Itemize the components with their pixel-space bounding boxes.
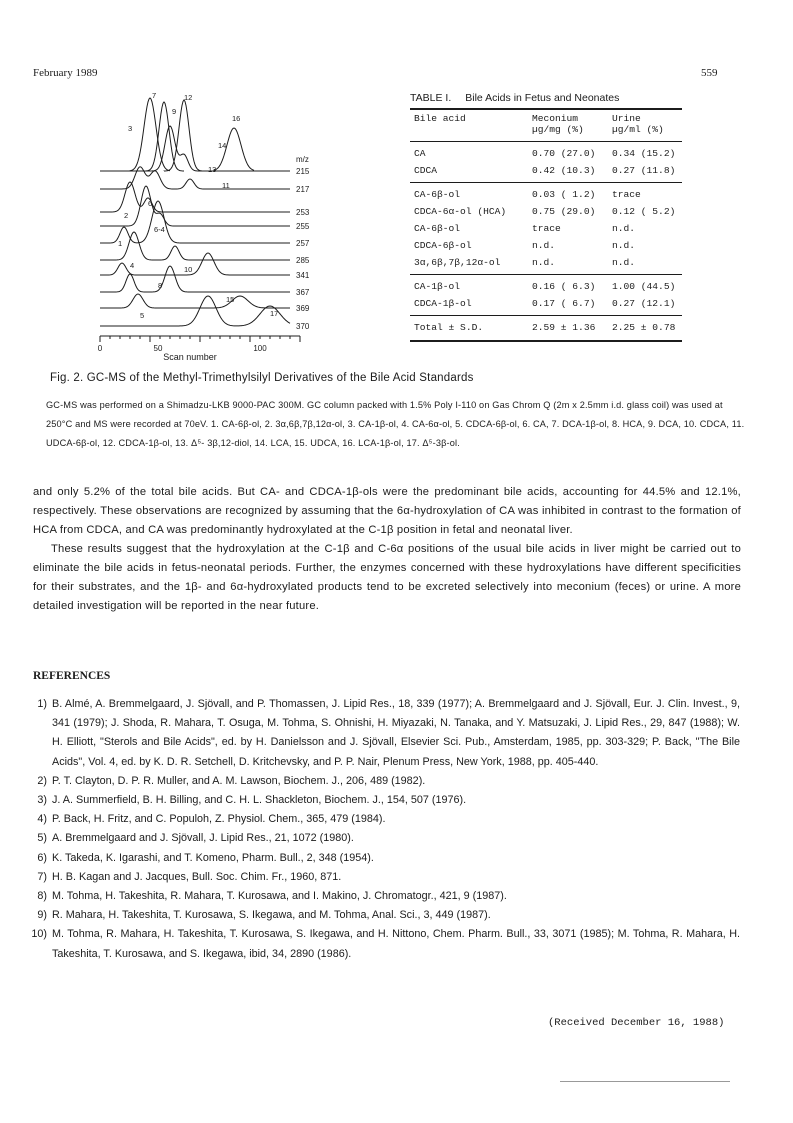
- paragraph: These results suggest that the hydroxylation at the C-1β and C-6α positions of the usual bile acids in liver might be carried out to eliminate the bile acids in fetus-neonatal periods. Further, the enzymes concerned with these hydroxylations have different specificities for their substrates, and the 1β- and 6α-hydroxylated products tend to be excreted selectively into meconium (feces) or urine. A more detailed investigation will be reported in the near future.: [33, 543, 741, 612]
- cell-acid: CDCA-1β-ol: [414, 298, 472, 309]
- cell-urine: 1.00 (44.5): [612, 275, 682, 296]
- reference-item: [18, 868, 740, 887]
- header-meconium: Meconium µg/mg (%): [532, 113, 584, 135]
- cell-acid: CDCA-6α-ol (HCA): [414, 206, 507, 217]
- total-meconium: 2.59 ± 1.36: [532, 316, 612, 342]
- figure-note: GC-MS was performed on a Shimadzu-LKB 9000-PAC 300M. GC column packed with 1.5% Poly I-110 on Gas Chrom Q (2m x 2.5mm i.d. glass coil) was used at 250°C and MS were recorded at 70eV. 1. CA-6β-ol, 2. 3α,6β,7β,12α-ol, 3. CA-1β-ol, 4. CA-6α-ol, 5. CDCA-6β-ol, 6. CA, 7. DCA-1β-ol, 8. HCA, 9. DCA, 10. CDCA, 11. UDCA-6β-ol, 12. CDCA-1β-ol, 13. Δ⁵- 3β,12-diol, 14. LCA, 15. UDCA, 16. LCA-1β-ol, 17. Δ⁵-3β-ol.: [46, 400, 745, 448]
- table-row: [410, 254, 682, 275]
- cell-acid: CDCA-6β-ol: [414, 240, 472, 251]
- reference-item: [18, 906, 740, 925]
- cell-acid: CDCA: [414, 165, 438, 176]
- mz-label: 285: [296, 256, 310, 265]
- reference-number: 5): [37, 832, 47, 845]
- cell-urine: 0.27 (11.8): [612, 165, 676, 176]
- reference-number: 7): [37, 870, 47, 883]
- header-bile-acid: Bile acid: [414, 113, 466, 124]
- trace-line: [100, 182, 290, 212]
- received-date: (Received December 16, 1988): [548, 1017, 725, 1029]
- peak-label: 10: [184, 265, 193, 274]
- peak-label: 16: [232, 114, 241, 123]
- reference-text: B. Almé, A. Bremmelgaard, J. Sjövall, and P. Thomassen, J. Lipid Res., 18, 339 (1977); A. Bremmelgaard and J. Sjövall, Eur. J. Clin. Invest., 9, 341 (1979); J. Shoda, R. Mahara, T. Osuga, M. Tohma, S. Ohnishi, H. Miyazaki, N. Tanaka, and Y. Matsuzaki, J. Lipid Res., 29, 847 (1988); W. H. Elliott, "Sterols and Bile Acids", ed. by H. Danielsson and J. Sjövall, Elsevier Sci. Pub., Amsterdam, 1985, pp. 303-329; P. Back, "The Bile Acids", Vol. 4, ed. by K. D. R. Setchell, D. Kritchevsky, and P. P. Nair, Plenum Press, New York, 1988, pp. 405-440.: [52, 698, 740, 768]
- peak-label: 3: [128, 124, 133, 133]
- references-heading: REFERENCES: [33, 670, 111, 682]
- cell-meconium: n.d.: [532, 257, 556, 268]
- reference-item: [18, 829, 740, 848]
- cell-urine: 0.34 (15.2): [612, 142, 682, 163]
- total-urine: 2.25 ± 0.78: [612, 316, 682, 342]
- peak-label: 5: [140, 311, 145, 320]
- running-header-date: February 1989: [33, 67, 98, 79]
- x-tick-label: 100: [253, 344, 267, 353]
- reference-number: 9): [37, 909, 47, 922]
- peak-label: 7: [152, 91, 157, 100]
- reference-number: 8): [37, 890, 47, 903]
- table-row: [410, 142, 682, 163]
- table-row: [410, 162, 682, 183]
- cell-urine: n.d.: [612, 240, 636, 251]
- peak-label: 15: [226, 295, 235, 304]
- mz-label: 217: [296, 185, 310, 194]
- table-row: [410, 220, 682, 237]
- reference-item: [18, 791, 740, 810]
- peak-label: 8: [158, 281, 163, 290]
- bile-acid-table: [410, 92, 682, 342]
- peak-label: 13: [208, 165, 217, 174]
- footer-rule: [560, 1081, 730, 1082]
- reference-item: [18, 849, 740, 868]
- peak-label: 1: [118, 239, 123, 248]
- total-acid: Total ± S.D.: [410, 316, 532, 342]
- cell-acid: CA: [410, 142, 532, 163]
- x-tick-label: 0: [97, 344, 103, 353]
- trace-line: [100, 253, 290, 275]
- reference-number: 4): [37, 813, 47, 826]
- trace-line: [100, 186, 290, 226]
- trace-line: [100, 296, 290, 326]
- reference-text: P. T. Clayton, D. P. R. Muller, and A. M. Lawson, Biochem. J., 206, 489 (1982).: [52, 774, 426, 787]
- peak-label: 6: [148, 199, 153, 208]
- reference-item: [18, 810, 740, 829]
- figure-caption: Fig. 2. GC-MS of the Methyl-Trimethylsilyl Derivatives of the Bile Acid Standards: [50, 372, 474, 384]
- trace-line: [100, 201, 290, 243]
- header-urine: Urine µg/ml (%): [612, 113, 664, 135]
- reference-item: [18, 925, 740, 963]
- reference-text: P. Back, H. Fritz, and C. Populoh, Z. Physiol. Chem., 365, 479 (1984).: [52, 813, 386, 826]
- peak-label: 6-4: [154, 225, 165, 234]
- cell-meconium: trace: [532, 223, 561, 234]
- reference-item: [18, 695, 740, 772]
- peak-label: 17: [270, 309, 279, 318]
- mz-label: 253: [296, 208, 310, 217]
- cell-acid: 3α,6β,7β,12α-ol: [414, 257, 501, 268]
- reference-text: M. Tohma, H. Takeshita, R. Mahara, T. Kurosawa, and I. Makino, J. Chromatogr., 421, 9 (1987).: [52, 890, 507, 903]
- cell-urine: 0.27 (12.1): [612, 298, 676, 309]
- reference-item: [18, 772, 740, 791]
- mz-label: 255: [296, 222, 310, 231]
- reference-number: 2): [37, 774, 47, 787]
- paragraph: and only 5.2% of the total bile acids. But CA- and CDCA-1β-ols were the predominant bile acids, accounting for 44.5% and 12.1%, respectively. These observations are recognized by assuming that the 6α-hydroxylation of CA was inhibited in contrast to the formation of HCA from CDCA, and CA was predominantly hydroxylated at the C-1β position in fetal and neonatal liver.: [33, 486, 741, 536]
- peak-label: 11: [222, 181, 230, 190]
- trace-line: [100, 266, 290, 292]
- trace-line: [100, 232, 290, 260]
- reference-text: J. A. Summerfield, B. H. Billing, and C. H. L. Shackleton, Biochem. J., 154, 507 (1976).: [52, 794, 467, 807]
- mz-title: m/z: [296, 155, 309, 164]
- peak-label: 12: [184, 93, 193, 102]
- table-label: TABLE I.: [410, 92, 452, 104]
- cell-urine: n.d.: [612, 223, 636, 234]
- x-axis-label: Scan number: [163, 352, 217, 362]
- peak-line: [130, 98, 170, 171]
- table-row: [410, 183, 682, 204]
- body-text: [33, 483, 741, 616]
- trace-line: [100, 294, 290, 308]
- reference-text: H. B. Kagan and J. Jacques, Bull. Soc. Chim. Fr., 1960, 871.: [52, 870, 342, 883]
- mz-label: 215: [296, 167, 310, 176]
- mz-label: 341: [296, 271, 310, 280]
- peak-label: 14: [218, 141, 227, 150]
- cell-meconium: 0.75 (29.0): [532, 206, 596, 217]
- cell-acid: CA-6β-ol: [410, 183, 532, 204]
- reference-text: R. Mahara, H. Takeshita, T. Kurosawa, S. Ikegawa, and M. Tohma, Anal. Sci., 3, 449 (1987).: [52, 909, 491, 922]
- table-caption: Bile Acids in Fetus and Neonates: [465, 92, 620, 104]
- reference-text: A. Bremmelgaard and J. Sjövall, J. Lipid Res., 21, 1072 (1980).: [52, 832, 354, 845]
- table-row: [410, 237, 682, 254]
- peak-label: 2: [124, 211, 129, 220]
- mz-label: 369: [296, 304, 310, 313]
- mz-label: 257: [296, 239, 310, 248]
- cell-urine: 0.12 ( 5.2): [612, 206, 676, 217]
- page-number: 559: [701, 67, 718, 79]
- cell-meconium: n.d.: [532, 240, 556, 251]
- peak-label: 4: [130, 261, 135, 270]
- table-row: [410, 275, 682, 296]
- reference-text: K. Takeda, K. Igarashi, and T. Komeno, Pharm. Bull., 2, 348 (1954).: [52, 851, 374, 864]
- cell-meconium: 0.70 (27.0): [532, 142, 612, 163]
- gcms-chromatogram: [97, 90, 340, 362]
- cell-urine: trace: [612, 183, 682, 204]
- cell-urine: n.d.: [612, 257, 636, 268]
- mz-label: 370: [296, 322, 310, 331]
- cell-acid: CA-6β-ol: [414, 223, 461, 234]
- table-row: [410, 203, 682, 220]
- reference-number: 1): [37, 698, 47, 710]
- cell-meconium: 0.16 ( 6.3): [532, 275, 612, 296]
- reference-number: 3): [37, 794, 47, 807]
- reference-list: [18, 695, 740, 964]
- cell-meconium: 0.17 ( 6.7): [532, 298, 596, 309]
- peak-label: 9: [172, 107, 177, 116]
- cell-meconium: 0.42 (10.3): [532, 165, 596, 176]
- table-title: [410, 92, 682, 104]
- table-row: [410, 295, 682, 316]
- reference-number: 6): [37, 851, 47, 864]
- x-tick-label: 50: [153, 344, 163, 353]
- mz-label: 367: [296, 288, 310, 297]
- reference-item: [18, 887, 740, 906]
- cell-meconium: 0.03 ( 1.2): [532, 183, 612, 204]
- reference-text: M. Tohma, R. Mahara, H. Takeshita, T. Kurosawa, S. Ikegawa, and H. Nittono, Chem. Pharm. Bull., 33, 3071 (1985); M. Tohma, R. Mahara, H. Takeshita, T. Kurosawa, and S. Ikegawa, ibid, 34, 2890 (1986).: [52, 928, 740, 960]
- cell-acid: CA-1β-ol: [410, 275, 532, 296]
- table-total-row: [410, 316, 682, 342]
- reference-number: 10): [31, 928, 47, 941]
